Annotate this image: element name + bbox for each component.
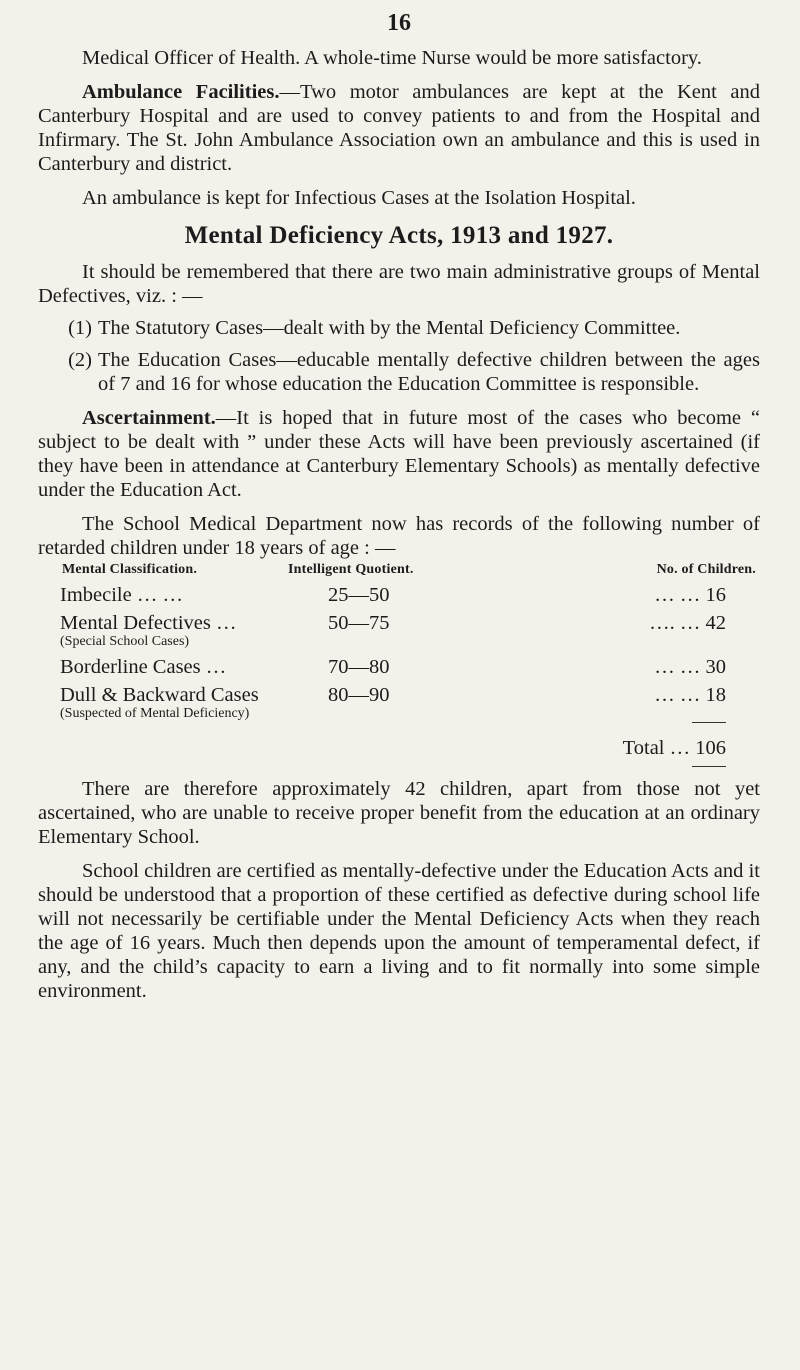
- children-table: [38, 562, 760, 767]
- page-number: 16: [387, 10, 411, 36]
- therefore-paragraph: There are therefore approximately 42 children, apart from those not yet ascertained, who are unable to receive proper benefit from the education at an ordinary Elementary School.: [38, 778, 760, 848]
- table-row: [38, 684, 760, 706]
- row-count: … … 18: [654, 684, 726, 706]
- row-classification: Dull & Backward Cases: [60, 684, 259, 706]
- group-item-2: [38, 348, 760, 396]
- row-quotient: 80—90: [328, 684, 390, 706]
- ascertainment-paragraph: [38, 406, 760, 502]
- total-label: Total …: [622, 737, 691, 759]
- table-total: [38, 737, 760, 760]
- header-children: No. of Children.: [656, 562, 756, 577]
- groups-intro: It should be remembered that there are two main administrative groups of Mental Defectives, viz. : —: [38, 261, 760, 307]
- row-count: … … 30: [654, 656, 726, 678]
- ambulance-paragraph: [38, 80, 760, 176]
- header-quotient: Intelligent Quotient.: [288, 562, 414, 577]
- total-value: 106: [695, 737, 726, 759]
- row-count: … … 16: [654, 584, 726, 606]
- ambulance-text: —Two motor ambulances are kept at the Kent and Canterbury Hospital and are used to convey patients to and from the Hospital and Infirmary. The St. John Ambulance Association own an ambulance and this is used in Canterbury and district.: [38, 81, 760, 175]
- group-number: (1): [68, 317, 92, 339]
- table-row: [38, 612, 760, 634]
- ascertainment-text: —It is hoped that in future most of the cases who become “ subject to be dealt with ” under these Acts will have been previously ascertained (if they have been in attendance at Canterbury Elementary Schools) as mentally defective under the Education Act.: [38, 407, 760, 501]
- ambulance-heading: Ambulance Facilities.: [82, 81, 280, 103]
- header-classification: Mental Classification.: [62, 562, 198, 577]
- row-quotient: 50—75: [328, 612, 390, 634]
- row-quotient: 70—80: [328, 656, 390, 678]
- group-item-1: [38, 316, 760, 340]
- row-classification: Borderline Cases …: [60, 656, 227, 678]
- group-text: The Education Cases—educable mentally defective children between the ages of 7 and 16 for whose education the Education Committee is responsible.: [98, 349, 760, 395]
- row-note: (Suspected of Mental Deficiency): [60, 706, 250, 721]
- group-text: The Statutory Cases—dealt with by the Mental Deficiency Committee.: [98, 317, 681, 339]
- row-count: …. … 42: [649, 612, 726, 634]
- row-note: (Special School Cases): [60, 634, 190, 649]
- row-classification: Imbecile … …: [60, 584, 183, 606]
- row-quotient: 25—50: [328, 584, 390, 606]
- table-row: [38, 656, 760, 678]
- total-rule: [692, 766, 726, 767]
- sum-rule: [692, 722, 726, 723]
- intro-paragraph: Medical Officer of Health. A whole-time Nurse would be more satisfactory.: [82, 47, 702, 69]
- table-row: [38, 584, 760, 606]
- certified-paragraph: School children are certified as mentally-defective under the Education Acts and it should be understood that a proportion of these certified as defective during school life will not necessarily be certifiable under the Mental Deficiency Acts when they reach the age of 16 years. Much then depends upon the amount of temperamental defect, if any, and the child’s capacity to earn a living and to fit normally into some simple environment.: [38, 860, 760, 1002]
- infectious-ambulance-paragraph: An ambulance is kept for Infectious Cases at the Isolation Hospital.: [82, 187, 636, 209]
- group-number: (2): [68, 349, 92, 371]
- section-title: Mental Deficiency Acts, 1913 and 1927.: [184, 222, 614, 249]
- records-intro: The School Medical Department now has records of the following number of retarded children under 18 years of age : —: [38, 513, 760, 559]
- table-header: [38, 562, 760, 578]
- ascertainment-heading: Ascertainment.: [82, 407, 216, 429]
- row-classification: Mental Defectives …: [60, 612, 237, 634]
